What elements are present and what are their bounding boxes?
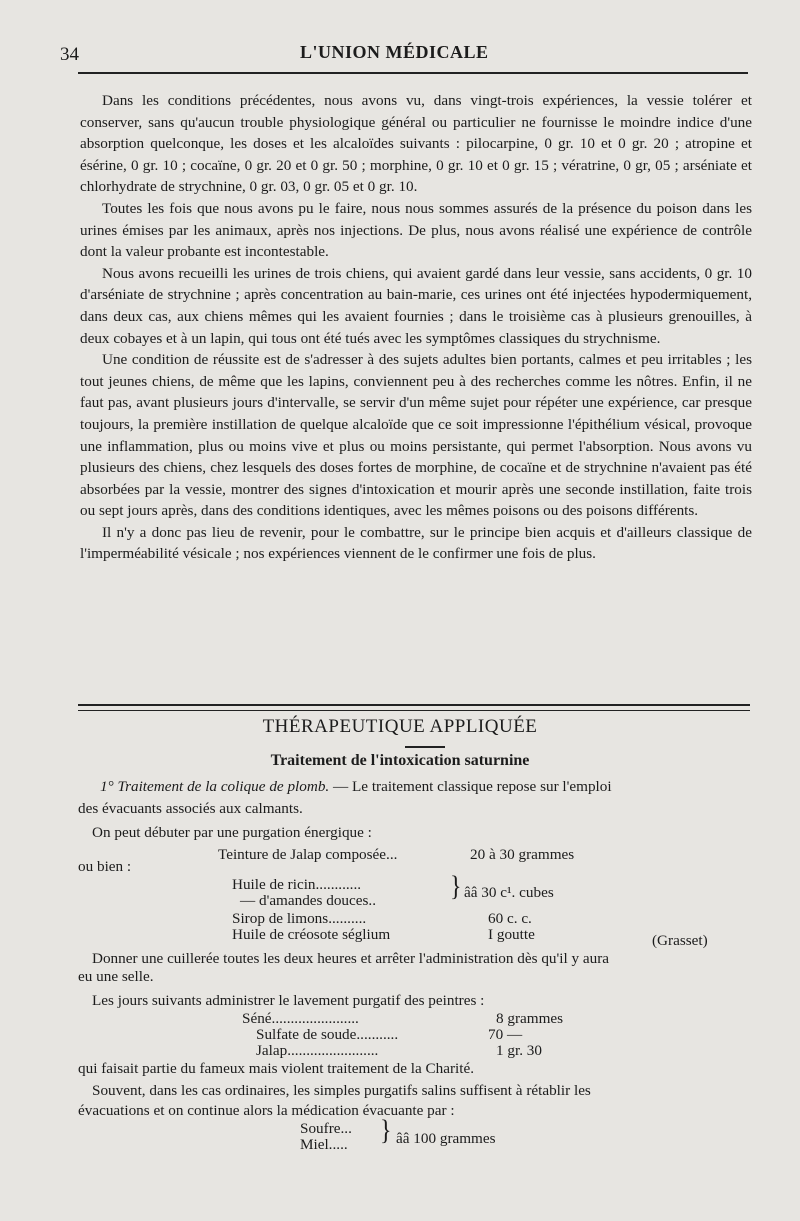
text-line: Donner une cuillerée toutes les deux heures et arrêter l'administration dès qu'il y aura (92, 950, 610, 967)
therapy-item-label: 1° Traitement de la colique de plomb. (100, 778, 330, 795)
recipe-dose: 8 grammes (496, 1010, 564, 1027)
therapy-item (100, 778, 612, 796)
attribution: (Grasset) (652, 932, 708, 949)
recipe-ingredient: Huile de créosote séglium (232, 926, 391, 943)
recipe-ingredient: Sulfate de soude........... (256, 1026, 399, 1043)
text-line: ou bien : (78, 858, 132, 875)
subsection-title: Traitement de l'intoxication saturnine (270, 752, 530, 769)
recipe-ingredient: — d'amandes douces.. (240, 892, 377, 909)
recipe-ingredient: Miel..... (300, 1136, 348, 1153)
recipe-ingredient: Huile de ricin............ (232, 876, 362, 893)
recipe-ingredient: Jalap........................ (256, 1042, 379, 1059)
paragraph: Toutes les fois que nous avons pu le faire, nous nous sommes assurés de la présence du poison dans les urines émises par les animaux, après nos injections. De plus, nous avons réalisé une expérience de contrôle dont la valeur probante est incontestable. (80, 199, 752, 261)
text-line: des évacuants associés aux calmants. (78, 800, 303, 817)
running-head: L'UNION MÉDICALE (300, 42, 489, 62)
recipe-ingredient: Séné....................... (242, 1010, 359, 1027)
article-body (80, 90, 752, 565)
section-title: THÉRAPEUTIQUE APPLIQUÉE (262, 716, 538, 737)
header-rule (78, 72, 748, 74)
recipe-dose: I goutte (488, 926, 535, 943)
text-line: évacuations et on continue alors la médication évacuante par : (78, 1102, 455, 1119)
text-line: Souvent, dans les cas ordinaires, les simples purgatifs salins suffisent à rétablir les (92, 1082, 591, 1099)
therapy-item-text: — Le traitement classique repose sur l'emploi (329, 778, 612, 795)
recipe-dose: 20 à 30 grammes (470, 846, 575, 863)
paragraph: Il n'y a donc pas lieu de revenir, pour le combattre, sur le principe bien acquis et d'ailleurs classique de l'imperméabilité vésicale ; nos expériences viennent de le confirmer une fois de plus. (80, 523, 752, 563)
paragraph: Nous avons recueilli les urines de trois chiens, qui avaient gardé dans leur vessie, sans accidents, 0 gr. 10 d'arséniate de strychnine ; après concentration au bain-marie, ces urines ont été injectées hypodermiquement, dans deux cas, aux chiens mêmes qui les avaient fournies ; dans le troisième cas à plusieurs grenouilles, à deux cobayes et à un lapin, qui tous ont été tués avec les symptômes classiques du strychnisme. (80, 264, 752, 347)
recipe-ingredient: Sirop de limons.......... (232, 910, 367, 927)
recipe-dose: 70 — (488, 1026, 523, 1043)
recipe-dose: 1 gr. 30 (496, 1042, 542, 1059)
title-rule (405, 746, 445, 748)
section-divider (78, 704, 750, 711)
brace-glyph: } (450, 871, 462, 903)
paragraph: Une condition de réussite est de s'adresser à des sujets adultes bien portants, calmes et peu irritables ; les tout jeunes chiens, de même que les lapins, conviennent peu à des recherches comme les nôtres. Enfin, il ne faut pas, avant plusieurs jours d'intervalle, se servir d'un même sujet pour répéter une expérience, car presque toujours, la première instillation de quelque alcaloïde que ce soit impressionne l'épithélium vésical, provoque une inflammation, plus ou moins vive et plus ou moins persistante, qui permet l'absorption. Nous avons vu plusieurs des chiens, chez lesquels des doses fortes de morphine, de cocaïne et de strychnine n'avaient pas été absorbées par la vessie, montrer des signes d'intoxication et mourir après une seconde instillation, faite trois ou sept jours après, dans des conditions identiques, avec les mêmes poisons ou des poisons différents. (80, 351, 752, 520)
brace-glyph: } (380, 1115, 392, 1147)
page-number: 34 (60, 44, 79, 65)
text-line: qui faisait partie du fameux mais violent traitement de la Charité. (78, 1060, 475, 1077)
recipe-ingredient: Teinture de Jalap composée... (218, 846, 398, 863)
text-line: eu une selle. (78, 968, 154, 985)
recipe-dose: ââ 100 grammes (396, 1130, 496, 1147)
recipe-dose: 60 c. c. (488, 910, 532, 927)
text-line: Les jours suivants administrer le lavement purgatif des peintres : (92, 992, 485, 1009)
recipe-ingredient: Soufre... (300, 1120, 352, 1137)
text-line: On peut débuter par une purgation énergique : (92, 824, 372, 841)
recipe-dose: ââ 30 c¹. cubes (464, 884, 554, 901)
paragraph: Dans les conditions précédentes, nous avons vu, dans vingt-trois expériences, la vessie tolérer et conserver, sans qu'aucun trouble physiologique général ou particulier ne fournisse le moindre indice d'une absorption quelconque, les doses et les alcaloïdes suivants : pilocarpine, 0 gr. 10 et 0 gr. 20 ; atropine et ésérine, 0 gr. 10 ; cocaïne, 0 gr. 20 et 0 gr. 50 ; morphine, 0 gr. 10 et 0 gr. 15 ; vératrine, 0 gr, 05 ; arséniate et chlorhydrate de strychnine, 0 gr. 03, 0 gr. 05 et 0 gr. 10. (80, 92, 752, 196)
